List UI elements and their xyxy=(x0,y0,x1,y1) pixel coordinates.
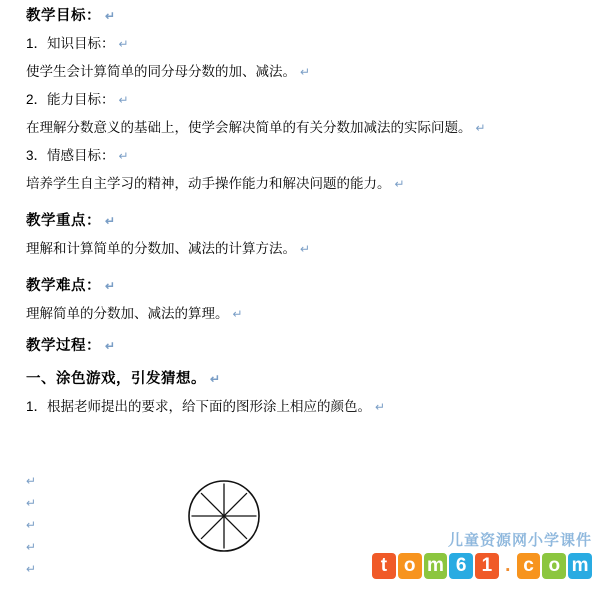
para-knowledge-goal-label xyxy=(26,36,576,53)
watermark-letter: m xyxy=(568,553,592,579)
para-emotion-goal-body xyxy=(26,176,576,193)
para-text: 理解和计算简单的分数加、减法的计算方法。 xyxy=(26,241,296,257)
heading-activity-one xyxy=(26,371,576,388)
para-text: 1．知识目标： xyxy=(26,36,115,52)
pilcrow-mark: ↵ xyxy=(232,307,243,322)
spacer xyxy=(26,204,576,213)
pilcrow-mark: ↵ xyxy=(26,474,37,488)
heading-teaching-difficulty xyxy=(26,278,576,295)
pilcrow-mark: ↵ xyxy=(475,121,486,136)
pilcrow-mark: ↵ xyxy=(118,37,129,52)
pilcrow-mark: ↵ xyxy=(118,93,129,108)
watermark-letter: 1 xyxy=(475,553,499,579)
watermark-letter: o xyxy=(542,553,566,579)
watermark-letter: t xyxy=(372,553,396,579)
pilcrow-mark: ↵ xyxy=(375,399,386,414)
pilcrow-mark: ↵ xyxy=(105,339,116,354)
watermark-letter: . xyxy=(505,555,511,576)
heading-text: 教学过程： xyxy=(26,338,101,355)
pilcrow-mark: ↵ xyxy=(105,278,116,293)
heading-teaching-focus xyxy=(26,213,576,230)
para-text: 1．根据老师提出的要求，给下面的图形涂上相应的颜色。 xyxy=(26,398,372,414)
para-activity-one-step-one xyxy=(26,399,576,416)
watermark-letter: o xyxy=(398,553,422,579)
pilcrow-mark: ↵ xyxy=(105,213,116,228)
para-teaching-focus-body xyxy=(26,241,576,258)
pilcrow-mark: ↵ xyxy=(26,518,37,532)
para-text: 培养学生自主学习的精神，动手操作能力和解决问题的能力。 xyxy=(26,175,391,191)
heading-text: 一、涂色游戏，引发猜想。 xyxy=(26,370,206,387)
para-teaching-difficulty-body xyxy=(26,306,576,323)
pilcrow-mark: ↵ xyxy=(210,371,221,386)
para-emotion-goal-label xyxy=(26,148,576,165)
heading-teaching-process xyxy=(26,338,576,355)
para-text: 3．情感目标： xyxy=(26,147,115,163)
para-ability-goal-label xyxy=(26,92,576,109)
watermark-letter: 6 xyxy=(449,553,473,579)
para-knowledge-goal-body xyxy=(26,64,576,81)
pilcrow-mark: ↵ xyxy=(26,540,37,554)
para-text: 理解简单的分数加、减法的算理。 xyxy=(26,306,229,322)
heading-text: 教学重点： xyxy=(26,212,101,229)
pilcrow-mark: ↵ xyxy=(105,9,116,23)
pilcrow-mark: ↵ xyxy=(26,562,37,576)
pilcrow-mark: ↵ xyxy=(300,65,311,80)
spacer xyxy=(26,269,576,278)
watermark-site-name: 儿童资源网小学课件 xyxy=(447,532,592,549)
pilcrow-mark: ↵ xyxy=(118,148,129,163)
watermark xyxy=(372,531,592,593)
pilcrow-mark: ↵ xyxy=(394,176,405,191)
empty-line-markers xyxy=(26,470,46,580)
para-ability-goal-body xyxy=(26,120,576,137)
watermark-letter: c xyxy=(517,553,541,579)
heading-text: 教学难点： xyxy=(26,277,101,294)
heading-teaching-goals xyxy=(26,8,576,25)
para-text: 使学生会计算简单的同分母分数的加、减法。 xyxy=(26,64,296,80)
pilcrow-mark: ↵ xyxy=(26,496,37,510)
circle-divided-into-eighths-icon xyxy=(186,478,262,554)
para-text: 2．能力目标： xyxy=(26,92,115,108)
para-text: 在理解分数意义的基础上，使学会解决简单的有关分数加减法的实际问题。 xyxy=(26,120,472,136)
watermark-domain xyxy=(372,553,592,579)
heading-text: 教学目标： xyxy=(26,8,101,24)
pilcrow-mark: ↵ xyxy=(300,242,311,257)
watermark-letter: m xyxy=(424,553,448,579)
